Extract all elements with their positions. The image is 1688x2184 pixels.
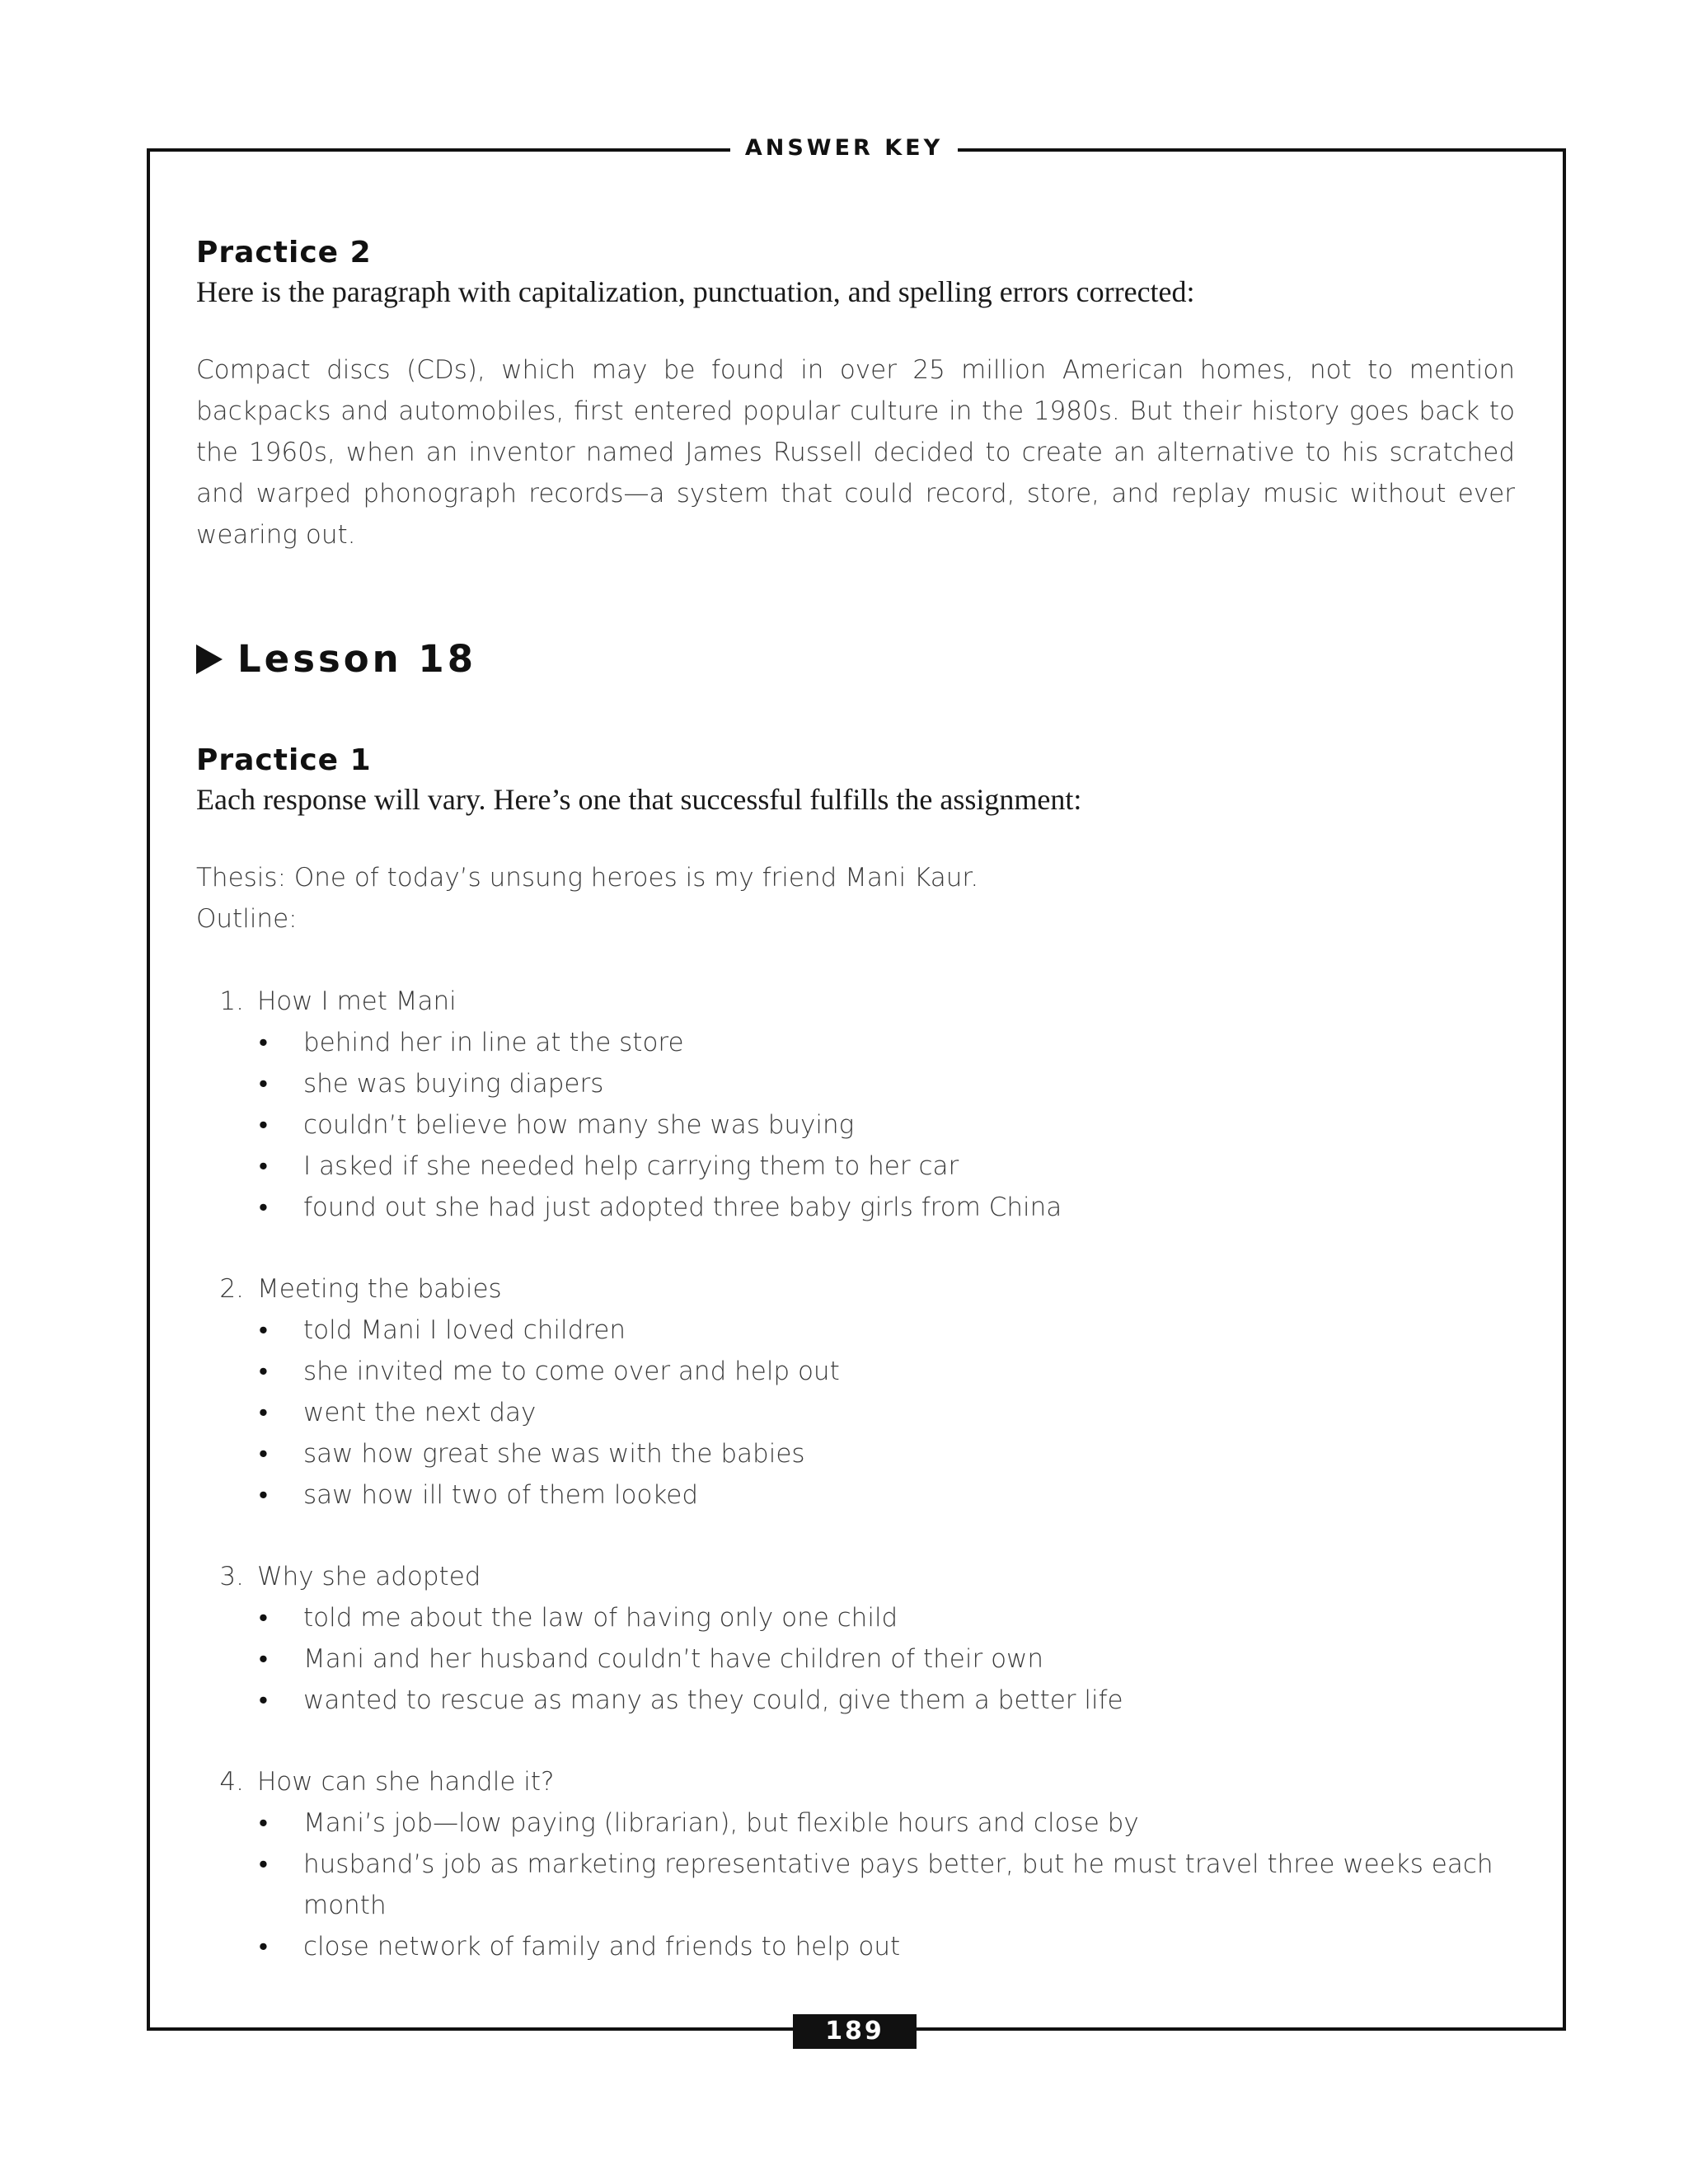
bullet-icon: • bbox=[259, 1932, 268, 1961]
bullet-item bbox=[209, 1104, 1531, 1146]
bullet-item bbox=[209, 1926, 1531, 1967]
bullet-text: Mani’s job—low paying (librarian), but flexible hours and close by bbox=[303, 1808, 1139, 1838]
bullet-text: saw how ill two of them looked bbox=[303, 1480, 699, 1510]
bullet-list bbox=[209, 1022, 1531, 1228]
bullet-item bbox=[209, 1638, 1531, 1680]
bullet-icon: • bbox=[259, 1315, 268, 1345]
bullet-icon: • bbox=[259, 1193, 268, 1222]
bullet-item bbox=[209, 1022, 1531, 1063]
bullet-item bbox=[209, 1802, 1531, 1844]
header-label: ANSWER KEY bbox=[730, 134, 958, 163]
outline-item-number: 3. bbox=[219, 1562, 244, 1591]
practice-1-heading: Practice 1 bbox=[196, 743, 372, 777]
practice-1-intro: Each response will vary. Here’s one that successful fulfills the assignment: bbox=[196, 783, 1082, 816]
outline-list bbox=[196, 981, 1531, 1967]
outline-item-title bbox=[209, 1268, 1531, 1310]
bullet-text: behind her in line at the store bbox=[303, 1028, 684, 1057]
outline-item-label: Why she adopted bbox=[257, 1562, 481, 1591]
outline-item-number: 2. bbox=[219, 1274, 244, 1304]
outline-label: Outline: bbox=[196, 904, 298, 934]
bullet-list bbox=[209, 1310, 1531, 1516]
bullet-icon: • bbox=[259, 1603, 268, 1633]
outline-item-label: How I met Mani bbox=[257, 987, 457, 1016]
bullet-icon: • bbox=[259, 1439, 268, 1469]
lesson-heading bbox=[196, 636, 1531, 682]
corrected-paragraph: Compact discs (CDs), which may be found in over 25 million American homes, not to mention backpacks and automobiles, first entered popular culture in the 1980s. But their history goes back to the 1960s, when an inventor named James Russell decided to create an alternative to his scratched and warped phonograph records—a system that could record, store, and replay music without ever wearing out. bbox=[196, 355, 1515, 550]
bullet-item bbox=[209, 1597, 1531, 1638]
outline-item-number: 1. bbox=[219, 987, 244, 1016]
bullet-text: I asked if she needed help carrying them to her car bbox=[303, 1151, 959, 1181]
bullet-text: told Mani I loved children bbox=[303, 1315, 626, 1345]
bullet-icon: • bbox=[259, 1808, 268, 1838]
bullet-icon: • bbox=[259, 1151, 268, 1181]
practice-2-intro: Here is the paragraph with capitalization, punctuation, and spelling errors corrected: bbox=[196, 275, 1195, 308]
bullet-icon: • bbox=[259, 1028, 268, 1057]
bullet-text: wanted to rescue as many as they could, give them a better life bbox=[303, 1685, 1123, 1715]
bullet-list bbox=[209, 1597, 1531, 1721]
practice-1-section bbox=[196, 742, 1531, 1967]
bullet-item bbox=[209, 1351, 1531, 1392]
bullet-list bbox=[209, 1802, 1531, 1967]
outline-item bbox=[209, 1761, 1531, 1967]
bullet-text: found out she had just adopted three baby girls from China bbox=[303, 1193, 1062, 1222]
bullet-text: she invited me to come over and help out bbox=[303, 1357, 840, 1386]
outline-item-number: 4. bbox=[219, 1767, 244, 1797]
bullet-item bbox=[209, 1063, 1531, 1104]
bullet-icon: • bbox=[259, 1110, 268, 1140]
outline-item-label: Meeting the babies bbox=[257, 1274, 502, 1304]
lesson-title: Lesson 18 bbox=[237, 637, 477, 681]
thesis-block bbox=[196, 857, 1531, 940]
bullet-item bbox=[209, 1680, 1531, 1721]
page-number: 189 bbox=[793, 2014, 917, 2049]
outline-item-label: How can she handle it? bbox=[257, 1767, 555, 1797]
bullet-text: saw how great she was with the babies bbox=[303, 1439, 805, 1469]
bullet-icon: • bbox=[259, 1069, 268, 1099]
outline-item-title bbox=[209, 1556, 1531, 1597]
bullet-item bbox=[209, 1392, 1531, 1433]
bullet-item bbox=[209, 1433, 1531, 1474]
page-content bbox=[196, 234, 1531, 1967]
bullet-text: went the next day bbox=[303, 1398, 537, 1427]
bullet-text: couldn’t believe how many she was buying bbox=[303, 1110, 855, 1140]
bullet-icon: • bbox=[259, 1685, 268, 1715]
outline-item bbox=[209, 981, 1531, 1228]
practice-2-heading: Practice 2 bbox=[196, 236, 372, 269]
bullet-text: close network of family and friends to help out bbox=[303, 1932, 901, 1961]
bullet-item bbox=[209, 1844, 1531, 1926]
bullet-item bbox=[209, 1310, 1531, 1351]
bullet-item bbox=[209, 1474, 1531, 1516]
outline-item bbox=[209, 1556, 1531, 1721]
bullet-item bbox=[209, 1146, 1531, 1187]
bullet-text: she was buying diapers bbox=[303, 1069, 604, 1099]
bullet-text: husband’s job as marketing representative pays better, but he must travel three weeks each month bbox=[303, 1849, 1493, 1920]
outline-item-title bbox=[209, 981, 1531, 1022]
bullet-icon: • bbox=[259, 1644, 268, 1674]
bullet-item bbox=[209, 1187, 1531, 1228]
bullet-icon: • bbox=[259, 1357, 268, 1386]
bullet-icon: • bbox=[259, 1398, 268, 1427]
bullet-icon: • bbox=[259, 1849, 268, 1879]
bullet-text: Mani and her husband couldn’t have children of their own bbox=[303, 1644, 1044, 1674]
outline-item bbox=[209, 1268, 1531, 1516]
thesis-statement: Thesis: One of today’s unsung heroes is my friend Mani Kaur. bbox=[196, 863, 979, 893]
outline-item-title bbox=[209, 1761, 1531, 1802]
bullet-icon: • bbox=[259, 1480, 268, 1510]
bullet-text: told me about the law of having only one child bbox=[303, 1603, 898, 1633]
triangle-arrow-icon bbox=[196, 644, 223, 674]
